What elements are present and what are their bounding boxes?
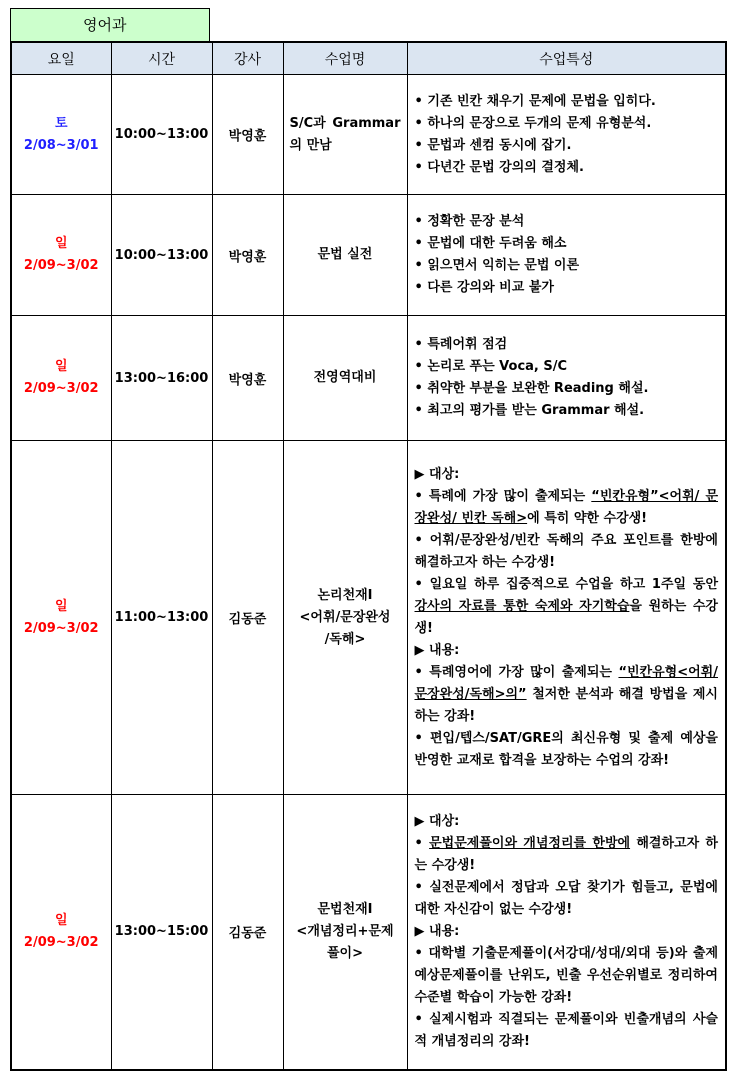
feature-text: 을 원하는 수강생! (414, 598, 718, 636)
section-label: ▶ 내용: (414, 642, 460, 658)
table-row (11, 75, 726, 195)
feature-item: • 읽으면서 익히는 문법 이론 (414, 258, 580, 273)
header-time: 시간 (111, 42, 212, 75)
time-cell: 11:00~13:00 (111, 441, 212, 795)
features-cell (407, 195, 726, 316)
teacher-cell: 박영훈 (212, 75, 283, 195)
feature-item (415, 833, 719, 877)
features-cell (407, 316, 726, 441)
section-label: ▶ 대상: (414, 466, 460, 482)
class-line: 전영역대비 (313, 370, 377, 385)
section-label: ▶ 대상: (414, 813, 460, 829)
day-label: 일 (54, 598, 68, 614)
header-features: 수업특성 (407, 42, 726, 75)
feature-item: • 다른 강의와 비교 불가 (414, 280, 554, 295)
schedule-table (10, 41, 727, 1071)
class-line: 문법 실전 (317, 247, 373, 262)
teacher-cell: 김동준 (212, 441, 283, 795)
feature-highlight: “빈칸유형”<어휘/ 문장완성/ 빈칸 독해> (414, 488, 718, 526)
class-line: 문법천재Ⅰ (317, 901, 373, 917)
feature-item: • 특례어휘 점검 (414, 337, 508, 352)
day-cell (11, 316, 111, 441)
feature-item: • 대학별 기출문제풀이(서강대/성대/외대 등)와 출제 예상문제풀이를 난위도, 빈출 우선순위별로 정리하여 수준별 학습이 가능한 강좌! (414, 945, 718, 1005)
day-cell (11, 195, 111, 316)
date-range: 2/09~3/02 (23, 620, 99, 636)
feature-text: • 특례에 가장 많이 출제되는 (414, 488, 592, 504)
teacher-cell: 김동준 (212, 795, 283, 1070)
features-cell (407, 795, 726, 1070)
feature-item (415, 662, 719, 728)
table-row (11, 316, 726, 441)
feature-item: • 어휘/문장완성/빈칸 독해의 주요 포인트를 한방에 해결하고자 하는 수강생! (414, 532, 718, 570)
feature-text: • 특례영어에 가장 많이 출제되는 (414, 664, 619, 680)
class-line: 논리천재Ⅰ (317, 587, 373, 603)
feature-highlight: 문법문제풀이와 개념정리를 한방에 (429, 835, 631, 851)
feature-item: • 기존 빈칸 채우기 문제에 문법을 입히다. (414, 93, 656, 109)
feature-text: • 일요일 하루 집중적으로 수업을 하고 1주일 동안 (414, 576, 718, 592)
feature-item: • 하나의 문장으로 두개의 문제 유형분석. (414, 115, 652, 131)
day-label: 일 (54, 236, 68, 251)
date-range: 2/09~3/02 (23, 381, 99, 396)
time-cell: 13:00~16:00 (111, 316, 212, 441)
class-name-cell (283, 441, 407, 795)
feature-item: • 최고의 평가를 받는 Grammar 해설. (414, 403, 645, 418)
class-line: 풀이> (326, 945, 363, 961)
feature-item (415, 486, 719, 530)
class-line: <개념정리+문제 (296, 923, 394, 939)
table-row (11, 195, 726, 316)
feature-item: • 다년간 문법 강의의 결정체. (414, 159, 584, 175)
date-range: 2/09~3/02 (23, 258, 99, 273)
feature-text: 해결하고자 하는 수강생! (414, 835, 718, 873)
day-label: 토 (54, 115, 68, 131)
feature-highlight: “빈칸유형<어휘/문장완성/독해>의” (414, 664, 718, 702)
class-line: S/C과 Grammar (289, 115, 401, 131)
table-row (11, 795, 726, 1070)
date-range: 2/08~3/01 (23, 137, 99, 153)
day-label: 일 (54, 359, 68, 374)
teacher-cell: 박영훈 (212, 316, 283, 441)
class-name-cell (283, 75, 407, 195)
header-teacher: 강사 (212, 42, 283, 75)
feature-item: • 취약한 부분을 보완한 Reading 해설. (414, 381, 649, 396)
department-tab: 영어과 (10, 8, 210, 41)
feature-highlight: 강사의 자료를 통한 숙제와 자기학습 (414, 598, 630, 614)
class-name-cell (283, 316, 407, 441)
class-name-cell (283, 795, 407, 1070)
table-row (11, 441, 726, 795)
feature-item: • 논리로 푸는 Voca, S/C (414, 359, 568, 374)
time-cell: 10:00~13:00 (111, 75, 212, 195)
date-range: 2/09~3/02 (23, 934, 99, 950)
teacher-cell: 박영훈 (212, 195, 283, 316)
feature-item: • 정확한 문장 분석 (414, 214, 525, 229)
class-name-cell (283, 195, 407, 316)
feature-item: • 문법과 센컴 동시에 잡기. (414, 137, 572, 153)
class-line: /독해> (324, 631, 366, 647)
day-cell (11, 795, 111, 1070)
time-cell: 13:00~15:00 (111, 795, 212, 1070)
time-cell: 10:00~13:00 (111, 195, 212, 316)
feature-item: • 편입/텝스/SAT/GRE의 최신유형 및 출제 예상을 반영한 교재로 합격을 보장하는 수업의 강좌! (414, 730, 718, 768)
day-cell (11, 75, 111, 195)
day-label: 일 (54, 912, 68, 928)
header-class: 수업명 (283, 42, 407, 75)
feature-text: 철저한 분석과 해결 방법을 제시하는 강좌! (414, 686, 718, 724)
feature-item (415, 574, 719, 640)
features-cell (407, 441, 726, 795)
class-line: <어휘/문장완성 (299, 609, 391, 625)
feature-item: • 실전문제에서 정답과 오답 찾기가 힘들고, 문법에 대한 자신감이 없는 수강생! (414, 879, 718, 917)
class-line: 의 만남 (289, 137, 332, 153)
header-day: 요일 (11, 42, 111, 75)
feature-text: • (414, 835, 430, 851)
feature-item: • 실제시험과 직결되는 문제풀이와 빈출개념의 사슬적 개념정리의 강좌! (414, 1011, 718, 1049)
section-label: ▶ 내용: (414, 923, 460, 939)
features-cell (407, 75, 726, 195)
feature-item: • 문법에 대한 두려움 해소 (414, 236, 567, 251)
day-cell (11, 441, 111, 795)
header-row (11, 42, 726, 75)
feature-text: 에 특히 약한 수강생! (527, 510, 648, 526)
